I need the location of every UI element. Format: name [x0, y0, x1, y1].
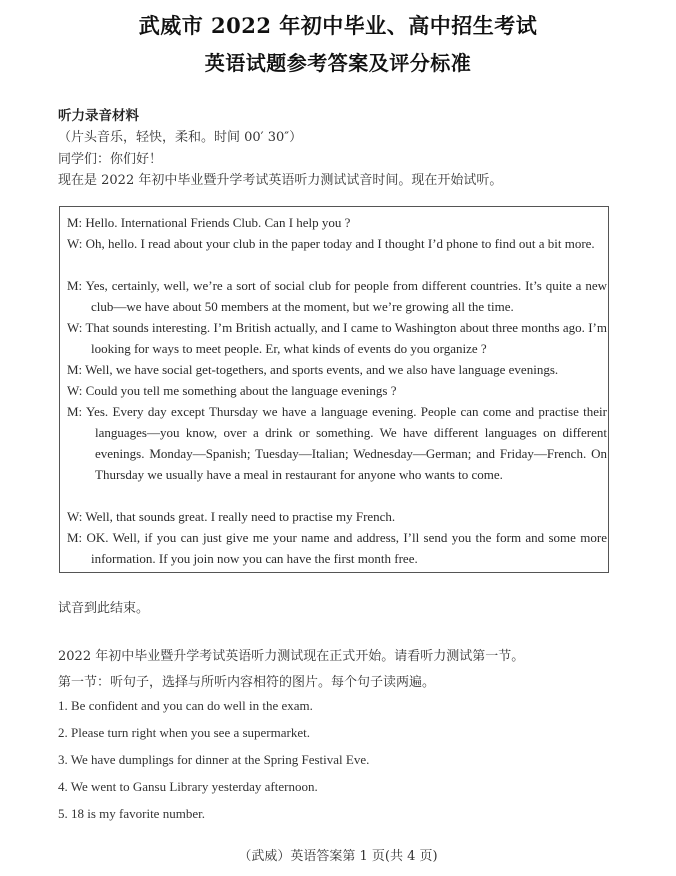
dialogue-line: M: Well, we have social get-togethers, and sports events, and we also have language evenings.: [67, 362, 559, 377]
sentence-item: 2. Please turn right when you see a supermarket.: [58, 725, 310, 740]
sentence-item: 5. 18 is my favorite number.: [58, 806, 205, 821]
intro-text: 现在是 2022 年初中毕业暨升学考试英语听力测试试音时间。现在开始试听。: [58, 173, 503, 188]
dialogue-line: M: Yes, certainly, well, we’re a sort of social club for people from different countries. It’s quite a new club—we have about 50 members at the moment, but we’re growing all the time.: [67, 278, 607, 314]
greeting: 同学们：你们好！: [58, 152, 163, 167]
dialogue-line: M: OK. Well, if you can just give me your name and address, I’ll send you the form and some more information. If you join now you can have the first month free.: [67, 530, 607, 566]
section-title: 听力录音材料: [58, 108, 139, 124]
page-subtitle: 英语试题参考答案及评分标准: [204, 51, 472, 75]
dialogue-line: M: Yes. Every day except Thursday we have a language evening. People can come and practise their languages—you know, over a drink or something. We have different languages on different evenings. Monday—Spanish; Tuesday—Italian; Wednesday—German; and Friday—French. On Thursday we usually have a meal in restaurant for anyone who wants to come.: [67, 404, 607, 482]
dialogue-line: W: That sounds interesting. I’m British actually, and I came to Washington about three months ago. I’m looking for ways to meet people. Er, what kinds of events do you organize ?: [67, 320, 607, 356]
trial-end-text: 试音到此结束。: [58, 601, 150, 616]
dialogue-box: [59, 206, 609, 573]
sentence-item: 4. We went to Gansu Library yesterday afternoon.: [58, 779, 318, 794]
part1-instruction: 第一节：听句子，选择与所听内容相符的图片。每个句子读两遍。: [58, 675, 436, 690]
sentence-item: 1. Be confident and you can do well in the exam.: [58, 698, 313, 713]
dialogue-line: W: Could you tell me something about the language evenings ?: [67, 383, 397, 398]
page-footer: （武威）英语答案第 1 页(共 4 页): [238, 849, 438, 864]
stage-direction: （片头音乐，轻快，柔和。时间 00′ 30″）: [58, 130, 303, 145]
dialogue-line: M: Hello. International Friends Club. Can I help you ?: [67, 215, 351, 230]
dialogue-line: W: Oh, hello. I read about your club in the paper today and I thought I’d phone to find out a bit more.: [67, 236, 595, 251]
page-title: 武威市 2022 年初中毕业、高中招生考试: [138, 13, 538, 38]
test-start-text: 2022 年初中毕业暨升学考试英语听力测试现在正式开始。请看听力测试第一节。: [58, 649, 525, 664]
dialogue-line: W: Well, that sounds great. I really need to practise my French.: [67, 509, 396, 524]
sentence-item: 3. We have dumplings for dinner at the Spring Festival Eve.: [58, 752, 370, 767]
